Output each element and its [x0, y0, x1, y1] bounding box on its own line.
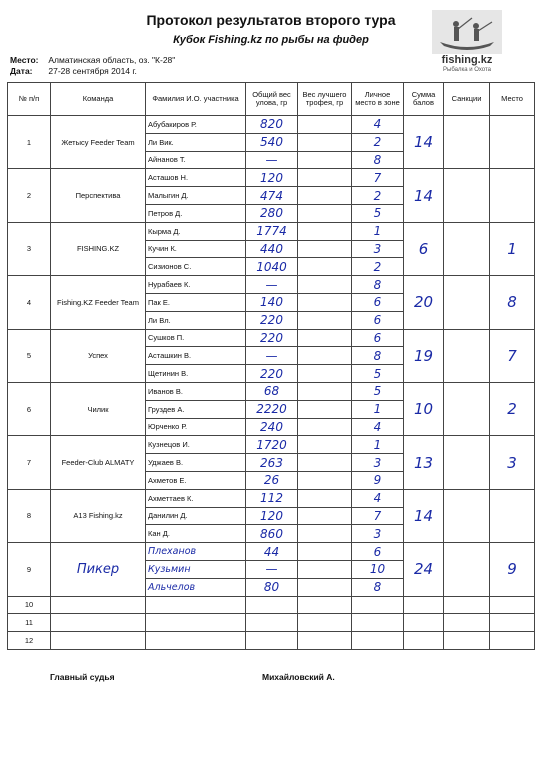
- best-trophy: [298, 276, 352, 294]
- final-place: 3: [490, 436, 535, 489]
- zone-place: 7: [352, 507, 404, 525]
- final-place: 7: [490, 329, 535, 382]
- total-weight: 140: [246, 293, 298, 311]
- judge-name: Михайловский А.: [262, 672, 335, 682]
- zone-place: 7: [352, 169, 404, 187]
- best-trophy: [298, 471, 352, 489]
- sanctions: [444, 382, 490, 435]
- zone-place: 8: [352, 347, 404, 365]
- total-weight: —: [246, 151, 298, 169]
- col-header: Место: [490, 83, 535, 116]
- total-weight: 26: [246, 471, 298, 489]
- points-sum: 14: [404, 489, 444, 542]
- participant-name: Уджаев В.: [146, 454, 246, 472]
- empty-cell: [352, 614, 404, 632]
- zone-place: 4: [352, 489, 404, 507]
- best-trophy: [298, 418, 352, 436]
- participant-name: Нурабаев К.: [146, 276, 246, 294]
- points-sum: 14: [404, 169, 444, 222]
- total-weight: 1040: [246, 258, 298, 276]
- team-number: 1: [8, 116, 51, 169]
- final-place: 9: [490, 543, 535, 596]
- table-row: [8, 169, 535, 187]
- empty-cell: [298, 632, 352, 650]
- participant-name: Асташкин В.: [146, 347, 246, 365]
- team-number: 6: [8, 382, 51, 435]
- total-weight: —: [246, 560, 298, 578]
- final-place: [490, 169, 535, 222]
- points-sum: 19: [404, 329, 444, 382]
- total-weight: 474: [246, 187, 298, 205]
- sanctions: [444, 116, 490, 169]
- sanctions: [444, 489, 490, 542]
- empty-cell: [51, 632, 146, 650]
- date-value: 27-28 сентября 2014 г.: [48, 66, 137, 76]
- team-number: 8: [8, 489, 51, 542]
- participant-name: Ли Вл.: [146, 311, 246, 329]
- table-row: [8, 116, 535, 134]
- best-trophy: [298, 489, 352, 507]
- best-trophy: [298, 507, 352, 525]
- empty-row: [8, 596, 535, 614]
- best-trophy: [298, 400, 352, 418]
- results-body: [8, 116, 535, 650]
- zone-place: 3: [352, 454, 404, 472]
- zone-place: 5: [352, 204, 404, 222]
- hunters-boat-icon: [432, 10, 502, 54]
- participant-name: Альчелов: [146, 578, 246, 596]
- team-number: 9: [8, 543, 51, 596]
- table-row: [8, 222, 535, 240]
- empty-cell: [298, 596, 352, 614]
- total-weight: —: [246, 347, 298, 365]
- col-header: Фамилия И.О. участника: [146, 83, 246, 116]
- participant-name: Ахметов Е.: [146, 471, 246, 489]
- empty-cell: [246, 632, 298, 650]
- best-trophy: [298, 382, 352, 400]
- total-weight: 263: [246, 454, 298, 472]
- logo-subtext: Рыбалка и Охота: [443, 67, 491, 73]
- zone-place: 8: [352, 276, 404, 294]
- participant-name: Кан Д.: [146, 525, 246, 543]
- participant-name: Пак Е.: [146, 293, 246, 311]
- empty-cell: [490, 614, 535, 632]
- empty-cell: [404, 596, 444, 614]
- empty-cell: [444, 632, 490, 650]
- best-trophy: [298, 293, 352, 311]
- results-table: [7, 82, 535, 650]
- total-weight: 68: [246, 382, 298, 400]
- col-header: Общий вес улова, гр: [246, 83, 298, 116]
- total-weight: 220: [246, 311, 298, 329]
- participant-name: Сушков П.: [146, 329, 246, 347]
- final-place: [490, 489, 535, 542]
- zone-place: 10: [352, 560, 404, 578]
- zone-place: 4: [352, 116, 404, 134]
- best-trophy: [298, 258, 352, 276]
- team-number: 3: [8, 222, 51, 275]
- empty-cell: [51, 596, 146, 614]
- best-trophy: [298, 133, 352, 151]
- best-trophy: [298, 169, 352, 187]
- team-number: 10: [8, 596, 51, 614]
- place-line: [10, 55, 175, 65]
- participant-name: Асташов Н.: [146, 169, 246, 187]
- empty-cell: [246, 596, 298, 614]
- empty-cell: [444, 614, 490, 632]
- zone-place: 9: [352, 471, 404, 489]
- team-name: Feeder-Club ALMATY: [51, 436, 146, 489]
- best-trophy: [298, 436, 352, 454]
- points-sum: 13: [404, 436, 444, 489]
- col-header: № п/п: [8, 83, 51, 116]
- participant-name: Кузьмин: [146, 560, 246, 578]
- team-name: Чилик: [51, 382, 146, 435]
- zone-place: 1: [352, 400, 404, 418]
- participant-name: Ахметтаев К.: [146, 489, 246, 507]
- team-name: Пикер: [51, 543, 146, 596]
- place-label: Место:: [10, 55, 39, 65]
- total-weight: 540: [246, 133, 298, 151]
- best-trophy: [298, 240, 352, 258]
- participant-name: Данилин Д.: [146, 507, 246, 525]
- zone-place: 5: [352, 382, 404, 400]
- zone-place: 6: [352, 293, 404, 311]
- zone-place: 8: [352, 578, 404, 596]
- team-name: Fishing.KZ Feeder Team: [51, 276, 146, 329]
- total-weight: 1720: [246, 436, 298, 454]
- participant-name: Кырма Д.: [146, 222, 246, 240]
- empty-cell: [51, 614, 146, 632]
- table-row: [8, 276, 535, 294]
- sanctions: [444, 169, 490, 222]
- empty-cell: [146, 632, 246, 650]
- sanctions: [444, 543, 490, 596]
- table-row: [8, 489, 535, 507]
- sanctions: [444, 329, 490, 382]
- team-name: Успех: [51, 329, 146, 382]
- best-trophy: [298, 187, 352, 205]
- best-trophy: [298, 311, 352, 329]
- team-name: А13 Fishing.kz: [51, 489, 146, 542]
- participant-name: Сизионов С.: [146, 258, 246, 276]
- zone-place: 2: [352, 187, 404, 205]
- sanctions: [444, 222, 490, 275]
- total-weight: 440: [246, 240, 298, 258]
- total-weight: 2220: [246, 400, 298, 418]
- final-place: [490, 116, 535, 169]
- empty-cell: [404, 614, 444, 632]
- col-header: Личное место в зоне: [352, 83, 404, 116]
- participant-name: Кучин К.: [146, 240, 246, 258]
- sanctions: [444, 276, 490, 329]
- empty-row: [8, 614, 535, 632]
- team-name: Жетысу Feeder Team: [51, 116, 146, 169]
- participant-name: Юрченко Р.: [146, 418, 246, 436]
- points-sum: 6: [404, 222, 444, 275]
- participant-name: Абубакиров Р.: [146, 116, 246, 134]
- best-trophy: [298, 347, 352, 365]
- team-number: 2: [8, 169, 51, 222]
- participant-name: Груздев А.: [146, 400, 246, 418]
- date-label: Дата:: [10, 66, 33, 76]
- final-place: 2: [490, 382, 535, 435]
- empty-cell: [444, 596, 490, 614]
- total-weight: 80: [246, 578, 298, 596]
- team-name: Перспектива: [51, 169, 146, 222]
- zone-place: 8: [352, 151, 404, 169]
- team-number: 12: [8, 632, 51, 650]
- participant-name: Петров Д.: [146, 204, 246, 222]
- zone-place: 5: [352, 365, 404, 383]
- header-row: [8, 83, 535, 116]
- col-header: Сумма балов: [404, 83, 444, 116]
- participant-name: Ли Вик.: [146, 133, 246, 151]
- empty-cell: [146, 596, 246, 614]
- col-header: Санкции: [444, 83, 490, 116]
- team-number: 4: [8, 276, 51, 329]
- place-value: Алматинская область, оз. "К-28": [48, 55, 176, 65]
- total-weight: 44: [246, 543, 298, 561]
- team-number: 11: [8, 614, 51, 632]
- total-weight: 112: [246, 489, 298, 507]
- zone-place: 1: [352, 222, 404, 240]
- final-place: 8: [490, 276, 535, 329]
- final-place: 1: [490, 222, 535, 275]
- zone-place: 2: [352, 258, 404, 276]
- total-weight: 860: [246, 525, 298, 543]
- zone-place: 3: [352, 525, 404, 543]
- participant-name: Кузнецов И.: [146, 436, 246, 454]
- points-sum: 10: [404, 382, 444, 435]
- total-weight: 820: [246, 116, 298, 134]
- logo-text: fishing.kz: [441, 54, 493, 66]
- total-weight: 120: [246, 507, 298, 525]
- table-row: [8, 543, 535, 561]
- best-trophy: [298, 560, 352, 578]
- empty-cell: [146, 614, 246, 632]
- total-weight: 220: [246, 329, 298, 347]
- col-header: Вес лучшего трофея, гр: [298, 83, 352, 116]
- best-trophy: [298, 365, 352, 383]
- best-trophy: [298, 116, 352, 134]
- total-weight: —: [246, 276, 298, 294]
- zone-place: 3: [352, 240, 404, 258]
- total-weight: 120: [246, 169, 298, 187]
- empty-cell: [490, 596, 535, 614]
- table-row: [8, 382, 535, 400]
- best-trophy: [298, 329, 352, 347]
- zone-place: 6: [352, 329, 404, 347]
- zone-place: 6: [352, 311, 404, 329]
- sanctions: [444, 436, 490, 489]
- points-sum: 20: [404, 276, 444, 329]
- points-sum: 14: [404, 116, 444, 169]
- total-weight: 1774: [246, 222, 298, 240]
- total-weight: 240: [246, 418, 298, 436]
- empty-cell: [404, 632, 444, 650]
- participant-name: Иванов В.: [146, 382, 246, 400]
- best-trophy: [298, 151, 352, 169]
- best-trophy: [298, 525, 352, 543]
- zone-place: 4: [352, 418, 404, 436]
- team-name: FISHING.KZ: [51, 222, 146, 275]
- best-trophy: [298, 578, 352, 596]
- judge-label: Главный судья: [50, 672, 115, 682]
- table-row: [8, 436, 535, 454]
- fishing-logo: [432, 10, 502, 72]
- best-trophy: [298, 204, 352, 222]
- page-subtitle: Кубок Fishing.kz по рыбы на фидер: [173, 34, 369, 46]
- empty-cell: [352, 632, 404, 650]
- team-number: 7: [8, 436, 51, 489]
- participant-name: Плеханов: [146, 543, 246, 561]
- best-trophy: [298, 543, 352, 561]
- zone-place: 6: [352, 543, 404, 561]
- empty-cell: [298, 614, 352, 632]
- points-sum: 24: [404, 543, 444, 596]
- empty-cell: [490, 632, 535, 650]
- zone-place: 1: [352, 436, 404, 454]
- total-weight: 220: [246, 365, 298, 383]
- total-weight: 280: [246, 204, 298, 222]
- participant-name: Малыгин Д.: [146, 187, 246, 205]
- best-trophy: [298, 454, 352, 472]
- page-title: Протокол результатов второго тура: [146, 12, 396, 28]
- zone-place: 2: [352, 133, 404, 151]
- participant-name: Айнанов Т.: [146, 151, 246, 169]
- empty-row: [8, 632, 535, 650]
- col-header: Команда: [51, 83, 146, 116]
- participant-name: Щетинин В.: [146, 365, 246, 383]
- empty-cell: [352, 596, 404, 614]
- best-trophy: [298, 222, 352, 240]
- date-line: [10, 66, 137, 76]
- team-number: 5: [8, 329, 51, 382]
- empty-cell: [246, 614, 298, 632]
- table-row: [8, 329, 535, 347]
